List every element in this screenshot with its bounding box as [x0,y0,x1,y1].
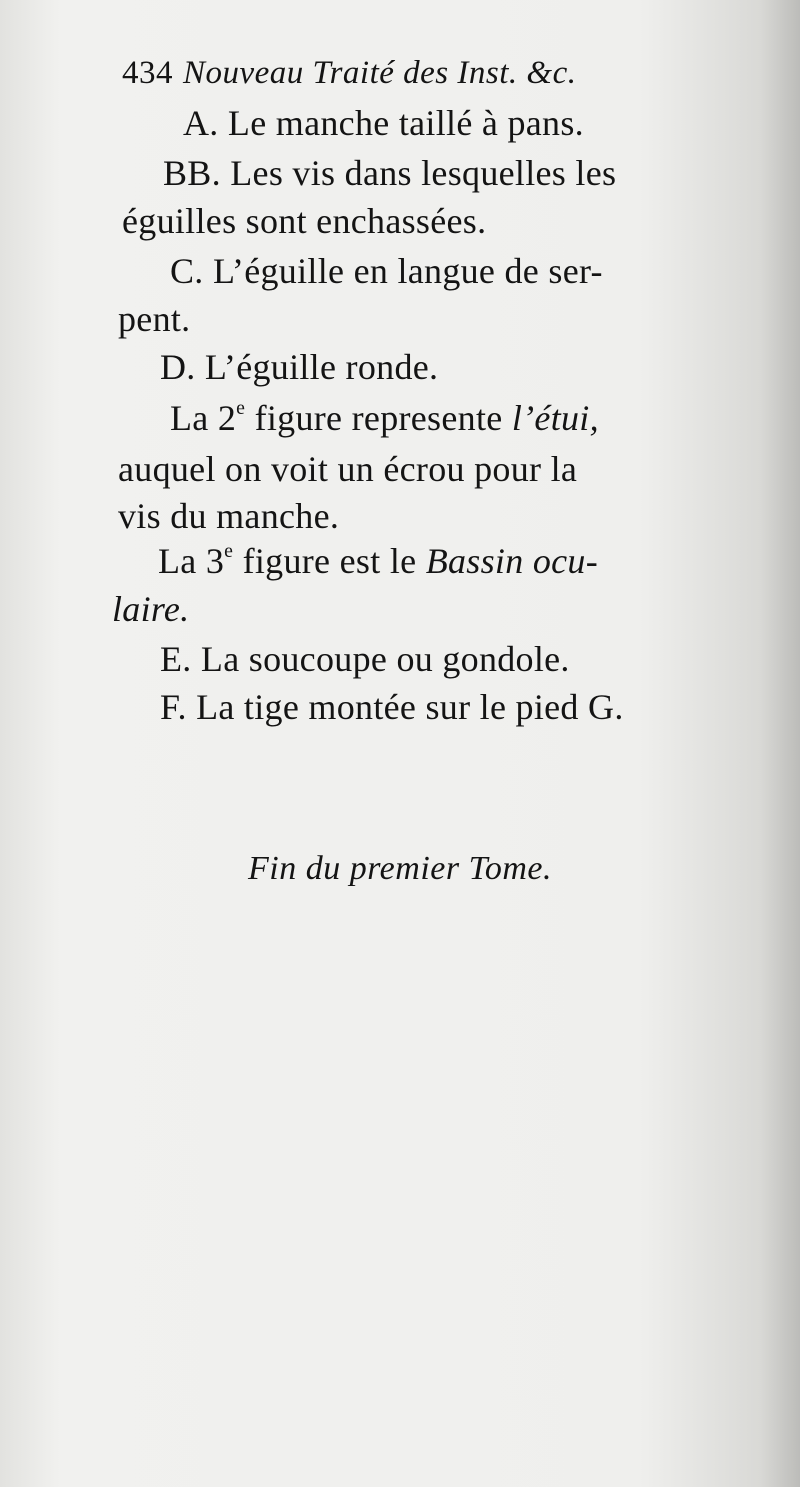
entry-c [170,250,603,292]
figure2-text: figure represente [245,398,512,438]
figure2-line1 [170,397,599,439]
figure2-superscript: e [236,397,246,420]
entry-text: La soucoupe ou gondole. [200,639,570,679]
entry-text: L’éguille en langue de ser- [212,251,603,291]
entry-f [160,686,624,728]
entry-bb [163,152,616,194]
figure3-line2: laire. [112,589,190,629]
figure3-text: figure est le [233,541,426,581]
entry-bb-continuation: éguilles sont enchassées. [122,201,487,241]
entry-label: BB. [163,153,221,193]
entry-a [183,102,584,144]
entry-text: Les vis dans lesquelles les [230,153,617,193]
figure2-line2: auquel on voit un écrou pour la [118,449,578,489]
entry-c-continuation: pent. [118,299,191,339]
entry-label: E. [160,639,192,679]
running-title: Nouveau Traité des Inst. &c. [183,55,577,91]
figure2-italic: l’étui, [511,398,599,438]
figure3-lead: La 3 [158,541,225,581]
page-number: 434 [122,55,173,91]
running-header [122,52,576,92]
entry-label: F. [160,687,187,727]
figure3-italic: Bassin ocu- [425,541,598,581]
entry-d [160,346,438,388]
entry-text: La tige montée sur le pied G. [196,687,624,727]
entry-label: A. [183,103,219,143]
entry-label: D. [160,347,196,387]
figure2-lead: La 2 [170,398,237,438]
entry-text: Le manche taillé à pans. [227,103,584,143]
entry-e [160,638,570,680]
figure3-line1 [158,540,598,582]
colophon: Fin du premier Tome. [247,850,553,887]
figure2-line3: vis du manche. [118,496,340,536]
entry-text: L’éguille ronde. [204,347,439,387]
entry-label: C. [170,251,204,291]
figure3-superscript: e [224,540,234,563]
